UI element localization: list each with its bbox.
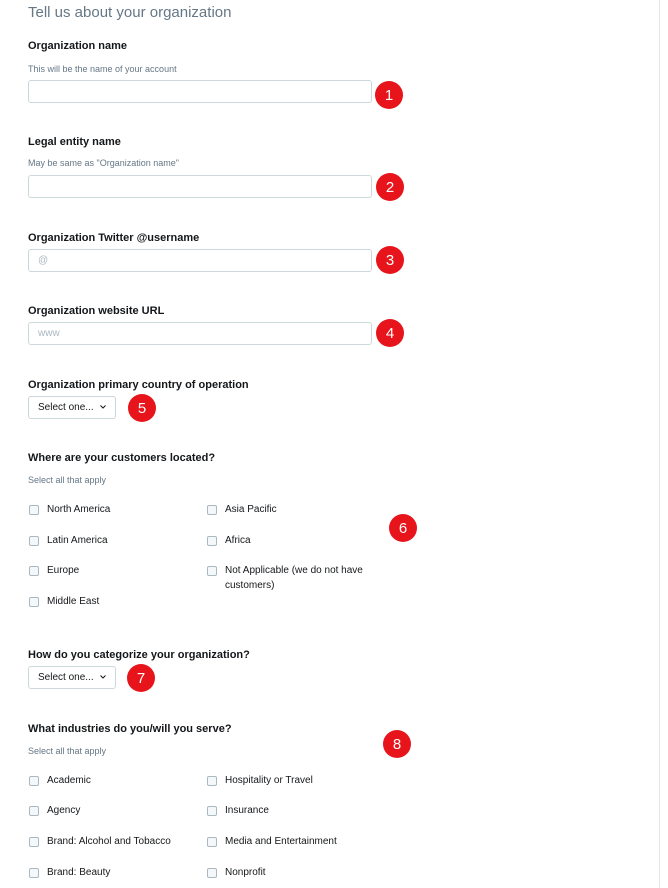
customer-checkbox-europe[interactable]	[29, 564, 79, 578]
legal-name-helper: May be same as "Organization name"	[28, 158, 179, 168]
category-label: How do you categorize your organization?	[28, 649, 250, 661]
category-select-value: Select one...	[38, 672, 94, 683]
checkbox-box[interactable]	[29, 536, 39, 546]
checkbox-label: Hospitality or Travel	[225, 775, 313, 786]
org-name-label: Organization name	[28, 40, 128, 52]
checkbox-label: Media and Entertainment	[225, 836, 337, 847]
checkbox-box[interactable]	[207, 536, 217, 546]
org-name-input[interactable]	[28, 80, 372, 103]
category-select[interactable]	[28, 666, 116, 689]
checkbox-box[interactable]	[29, 837, 39, 847]
step-badge-4: 4	[376, 319, 404, 347]
step-badge-6: 6	[389, 514, 417, 542]
checkbox-box[interactable]	[207, 776, 217, 786]
customer-checkbox-north-america[interactable]	[29, 503, 110, 517]
legal-name-input[interactable]	[28, 175, 372, 198]
checkbox-label: Asia Pacific	[225, 504, 277, 515]
industries-label: What industries do you/will you serve?	[28, 723, 232, 735]
step-badge-5: 5	[128, 394, 156, 422]
industry-checkbox-media-entertainment[interactable]	[207, 835, 337, 849]
checkbox-box[interactable]	[207, 837, 217, 847]
customers-label: Where are your customers located?	[28, 452, 216, 464]
checkbox-label: Middle East	[47, 596, 100, 607]
page-title: Tell us about your organization	[28, 4, 232, 21]
customer-checkbox-latin-america[interactable]	[29, 534, 108, 548]
step-badge-2: 2	[376, 173, 404, 201]
industry-checkbox-beauty[interactable]	[29, 866, 110, 880]
website-label: Organization website URL	[28, 305, 165, 317]
country-label: Organization primary country of operation	[28, 379, 249, 391]
checkbox-box[interactable]	[207, 868, 217, 878]
checkbox-label: Brand: Alcohol and Tobacco	[47, 836, 171, 847]
checkbox-box[interactable]	[29, 776, 39, 786]
industry-checkbox-alcohol-tobacco[interactable]	[29, 835, 171, 849]
customer-checkbox-africa[interactable]	[207, 534, 251, 548]
checkbox-box[interactable]	[29, 505, 39, 515]
checkbox-label: Agency	[47, 805, 81, 816]
legal-name-label: Legal entity name	[28, 136, 121, 148]
org-name-helper: This will be the name of your account	[28, 64, 177, 74]
checkbox-box[interactable]	[207, 505, 217, 515]
twitter-username-input[interactable]	[28, 249, 372, 272]
country-select[interactable]	[28, 396, 116, 419]
checkbox-label: Africa	[225, 535, 251, 546]
checkbox-box[interactable]	[29, 597, 39, 607]
checkbox-label: Brand: Beauty	[47, 867, 111, 878]
step-badge-8: 8	[383, 730, 411, 758]
checkbox-label: Latin America	[47, 535, 108, 546]
country-select-value: Select one...	[38, 402, 94, 413]
customer-checkbox-middle-east[interactable]	[29, 595, 99, 609]
checkbox-box[interactable]	[207, 566, 217, 576]
checkbox-label: Academic	[47, 775, 91, 786]
checkbox-label: Europe	[47, 565, 80, 576]
chevron-down-icon	[99, 673, 107, 681]
checkbox-label: Nonprofit	[225, 867, 266, 878]
step-badge-7: 7	[127, 664, 155, 692]
checkbox-box[interactable]	[29, 806, 39, 816]
checkbox-box[interactable]	[207, 806, 217, 816]
checkbox-label: Insurance	[225, 805, 269, 816]
checkbox-label: Not Applicable (we do not have customers)	[225, 565, 363, 591]
step-badge-3: 3	[376, 246, 404, 274]
twitter-label: Organization Twitter @username	[28, 232, 200, 244]
industries-helper: Select all that apply	[28, 746, 107, 756]
customer-checkbox-not-applicable[interactable]	[207, 564, 385, 593]
customer-checkbox-asia-pacific[interactable]	[207, 503, 277, 517]
website-url-input[interactable]	[28, 322, 372, 345]
industry-checkbox-insurance[interactable]	[207, 804, 269, 818]
chevron-down-icon	[99, 403, 107, 411]
checkbox-box[interactable]	[29, 868, 39, 878]
customers-helper: Select all that apply	[28, 475, 107, 485]
industry-checkbox-academic[interactable]	[29, 774, 91, 788]
industry-checkbox-agency[interactable]	[29, 804, 80, 818]
checkbox-label: North America	[47, 504, 111, 515]
step-badge-1: 1	[375, 81, 403, 109]
industry-checkbox-nonprofit[interactable]	[207, 866, 266, 880]
checkbox-box[interactable]	[29, 566, 39, 576]
industry-checkbox-hospitality-travel[interactable]	[207, 774, 313, 788]
